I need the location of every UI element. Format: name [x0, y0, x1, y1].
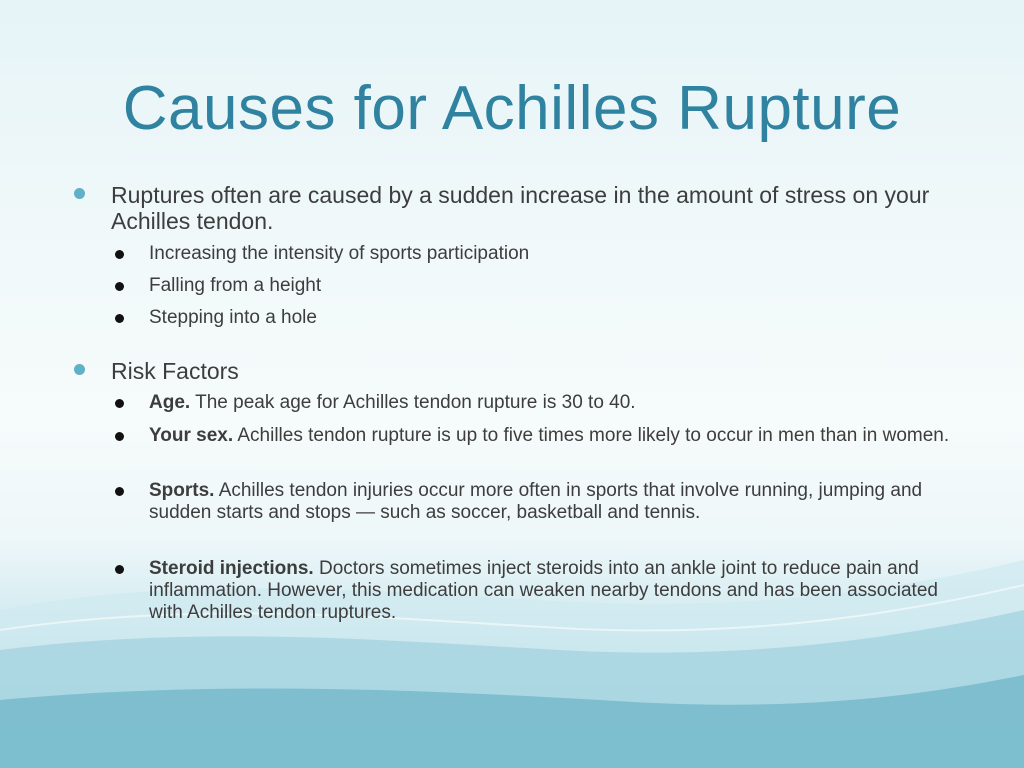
bullet-sex-term: Your sex.: [149, 425, 234, 446]
bullet-age: [149, 392, 969, 414]
level1-bullet-2: [74, 364, 85, 375]
level2-bullet-6: [115, 487, 124, 496]
bullet-stepping: Stepping into a hole: [149, 307, 317, 328]
bullet-steroid: [149, 558, 969, 624]
bullet-ruptures: Ruptures often are caused by a sudden increase in the amount of stress on your Achilles tendon.: [111, 182, 930, 234]
bullet-sex-text: Achilles tendon rupture is up to five times more likely to occur in men than in women.: [237, 425, 950, 446]
bullet-sports-term: Sports.: [149, 480, 215, 501]
level2-bullet-3: [115, 314, 124, 323]
bullet-risk-factors: Risk Factors: [111, 358, 239, 384]
bullet-intensity: Increasing the intensity of sports participation: [149, 243, 530, 264]
bullet-falling: Falling from a height: [149, 275, 322, 296]
bullet-sports: [149, 480, 969, 524]
level1-bullet-1: [74, 188, 85, 199]
level2-bullet-1: [115, 250, 124, 259]
bullet-sex: [149, 425, 969, 447]
level2-bullet-7: [115, 565, 124, 574]
bullet-steroid-text: Doctors sometimes inject steroids into an ankle joint to reduce pain and inflammation. However, this medication can weaken nearby tendons and has been associated with Achilles tendon ruptures.: [149, 558, 938, 623]
bullet-age-text: The peak age for Achilles tendon rupture is 30 to 40.: [195, 392, 636, 413]
level2-bullet-5: [115, 432, 124, 441]
level2-bullet-4: [115, 399, 124, 408]
level2-bullet-2: [115, 282, 124, 291]
bullet-sports-text: Achilles tendon injuries occur more often in sports that involve running, jumping and sudden starts and stops — such as soccer, basketball and tennis.: [149, 480, 923, 523]
bullet-age-term: Age.: [149, 392, 191, 413]
slide-title: Causes for Achilles Rupture: [122, 74, 902, 143]
bullet-steroid-term: Steroid injections.: [149, 558, 314, 579]
